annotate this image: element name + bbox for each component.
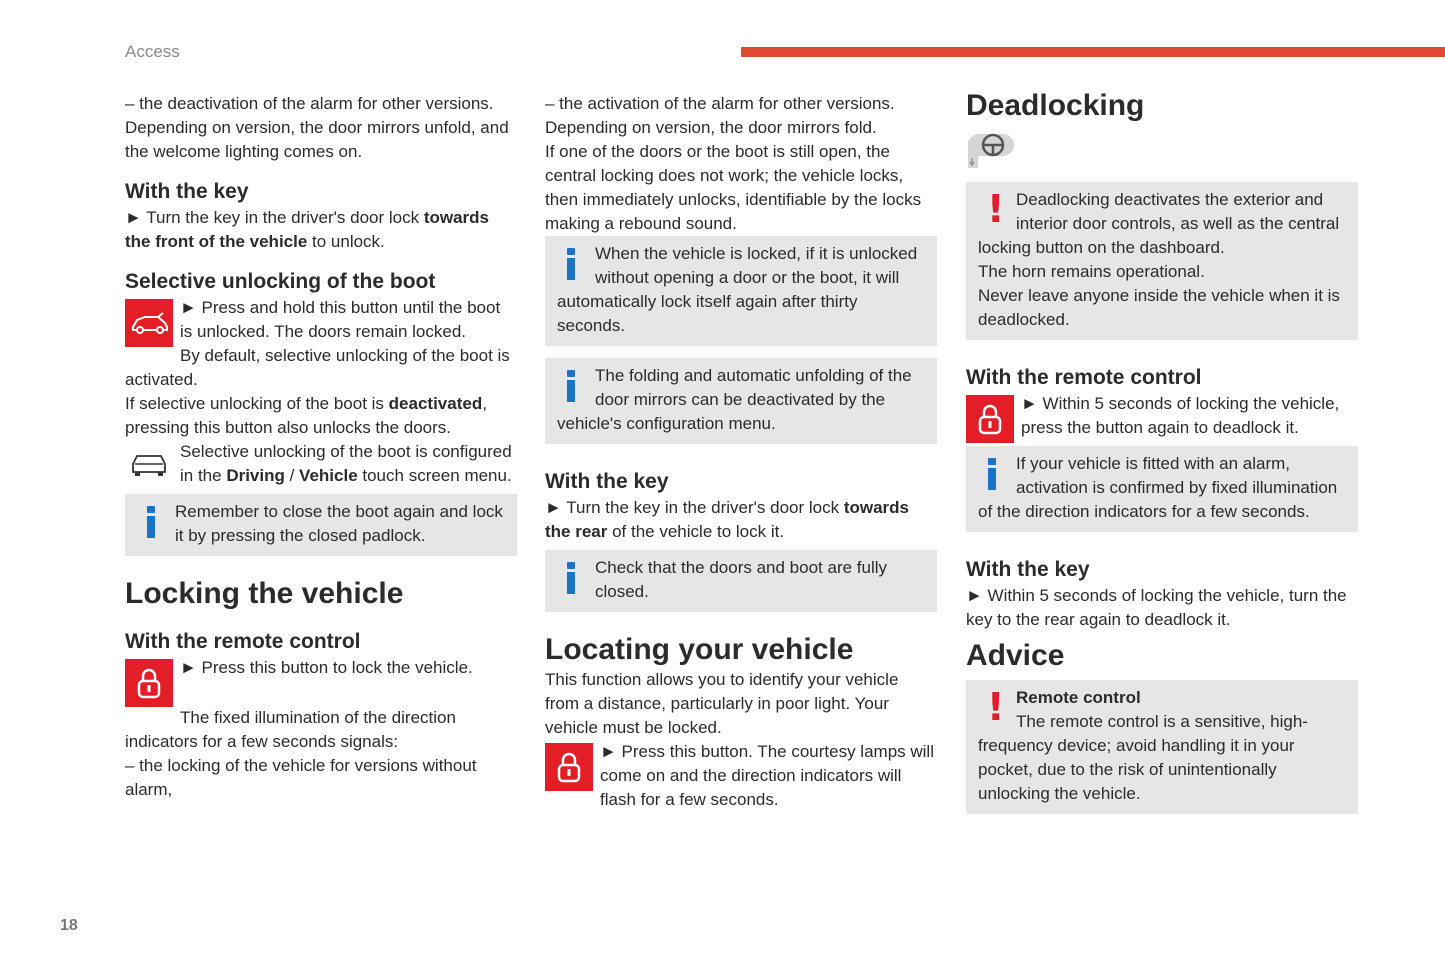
remote-control-heading-2: With the remote control xyxy=(966,366,1202,389)
locating-press-text: ► Press this button. The courtesy lamps will come on and the direction indicators will flash for a few seconds. xyxy=(600,742,934,809)
section-header: Access xyxy=(125,42,180,61)
boot-default-text: By default, selective unlocking of the boot is activated. xyxy=(125,346,510,389)
info-box-close-boot: Remember to close the boot again and lock it by pressing the closed padlock. xyxy=(125,494,517,556)
steering-wheel-icon xyxy=(966,130,1018,170)
warning-box-deadlocking: ! Deadlocking deactivates the exterior and interior door controls, as well as the central locking button on the dashboard. The horn remains operational. Never leave anyone inside the vehicle when it is deadlocked. xyxy=(966,182,1358,340)
boot-press-text: ► Press and hold this button until the boot is unlocked. The doors remain locked. xyxy=(180,298,501,341)
mirrors-unfold-text: Depending on version, the door mirrors unfold, and the welcome lighting comes on. xyxy=(125,118,509,161)
info-icon xyxy=(987,458,997,490)
deadlock-remote-instruction xyxy=(966,392,1358,440)
deadlock-remote-text: ► Within 5 seconds of locking the vehicle, press the button again to deadlock it. xyxy=(1021,394,1340,437)
boot-deactivated-text: If selective unlocking of the boot is deactivated, pressing this button also unlocks the doors. xyxy=(125,394,487,437)
lock-key-text: ► Turn the key in the driver's door lock towards the rear of the vehicle to lock it. xyxy=(545,498,909,541)
selective-unlocking-heading: Selective unlocking of the boot xyxy=(125,270,436,293)
remote-control-heading: With the remote control xyxy=(125,630,361,653)
door-open-text: If one of the doors or the boot is still open, the central locking does not work; the vehicle locks, then immediately unlocks, identifiable by the locks making a rebound sound. xyxy=(545,142,922,233)
column-3 xyxy=(966,89,1358,814)
mirrors-fold-text: Depending on version, the door mirrors fold. xyxy=(545,118,877,137)
car-boot-icon xyxy=(125,299,173,347)
padlock-icon xyxy=(545,743,593,791)
warning-icon: ! xyxy=(987,685,1005,729)
fixed-illumination-text: The fixed illumination of the direction indicators for a few seconds signals: xyxy=(125,708,456,751)
deadlocking-heading: Deadlocking xyxy=(966,89,1145,122)
advice-text: The remote control is a sensitive, high-frequency device; avoid handling it in your pocket, due to the risk of unintentionally unlocking the vehicle. xyxy=(978,712,1308,803)
lock-press-text: ► Press this button to lock the vehicle. xyxy=(180,658,473,677)
config-instruction xyxy=(125,440,517,488)
deadlock-key-text: ► Within 5 seconds of locking the vehicle, turn the key to the rear again to deadlock it. xyxy=(966,586,1347,629)
car-outline-icon xyxy=(125,442,173,482)
info-box-mirrors: The folding and automatic unfolding of the door mirrors can be deactivated by the vehicle's configuration menu. xyxy=(545,358,937,444)
info-box-relock: When the vehicle is locked, if it is unlocked without opening a door or the boot, it will automatically lock itself again after thirty seconds. xyxy=(545,236,937,346)
header-accent-bar xyxy=(741,47,1445,57)
lock-instruction xyxy=(125,656,517,707)
warning-icon: ! xyxy=(987,187,1005,231)
info-box-alarm: If your vehicle is fitted with an alarm, activation is confirmed by fixed illumination of the direction indicators for a few seconds. xyxy=(966,446,1358,532)
locking-without-alarm-text: – the locking of the vehicle for versions without alarm, xyxy=(125,756,477,799)
with-the-key-heading: With the key xyxy=(125,180,249,203)
with-the-key-heading-3: With the key xyxy=(966,558,1090,581)
locating-instruction xyxy=(545,740,937,812)
info-icon xyxy=(146,506,156,538)
info-icon xyxy=(566,562,576,594)
config-text: Selective unlocking of the boot is configured in the Driving / Vehicle touch screen menu. xyxy=(180,442,512,485)
advice-title: Remote control xyxy=(1016,688,1141,707)
locating-text: This function allows you to identify your vehicle from a distance, particularly in poor light. Your vehicle must be locked. xyxy=(545,670,899,737)
alarm-activation-text: – the activation of the alarm for other versions. xyxy=(545,94,895,113)
padlock-icon xyxy=(125,659,173,707)
alarm-deactivation-text: – the deactivation of the alarm for other versions. xyxy=(125,94,494,113)
padlock-icon xyxy=(966,395,1014,443)
with-the-key-heading-2: With the key xyxy=(545,470,669,493)
boot-instruction xyxy=(125,296,517,344)
column-1 xyxy=(125,92,517,802)
unlock-key-text: ► Turn the key in the driver's door lock towards the front of the vehicle to unlock. xyxy=(125,208,489,251)
locating-vehicle-heading: Locating your vehicle xyxy=(545,633,854,666)
locking-vehicle-heading: Locking the vehicle xyxy=(125,577,404,610)
info-icon xyxy=(566,248,576,280)
info-box-check-doors: Check that the doors and boot are fully closed. xyxy=(545,550,937,612)
advice-heading: Advice xyxy=(966,639,1065,672)
page-number: 18 xyxy=(60,917,78,934)
column-2 xyxy=(545,92,937,812)
info-icon xyxy=(566,370,576,402)
warning-box-advice xyxy=(966,680,1358,814)
